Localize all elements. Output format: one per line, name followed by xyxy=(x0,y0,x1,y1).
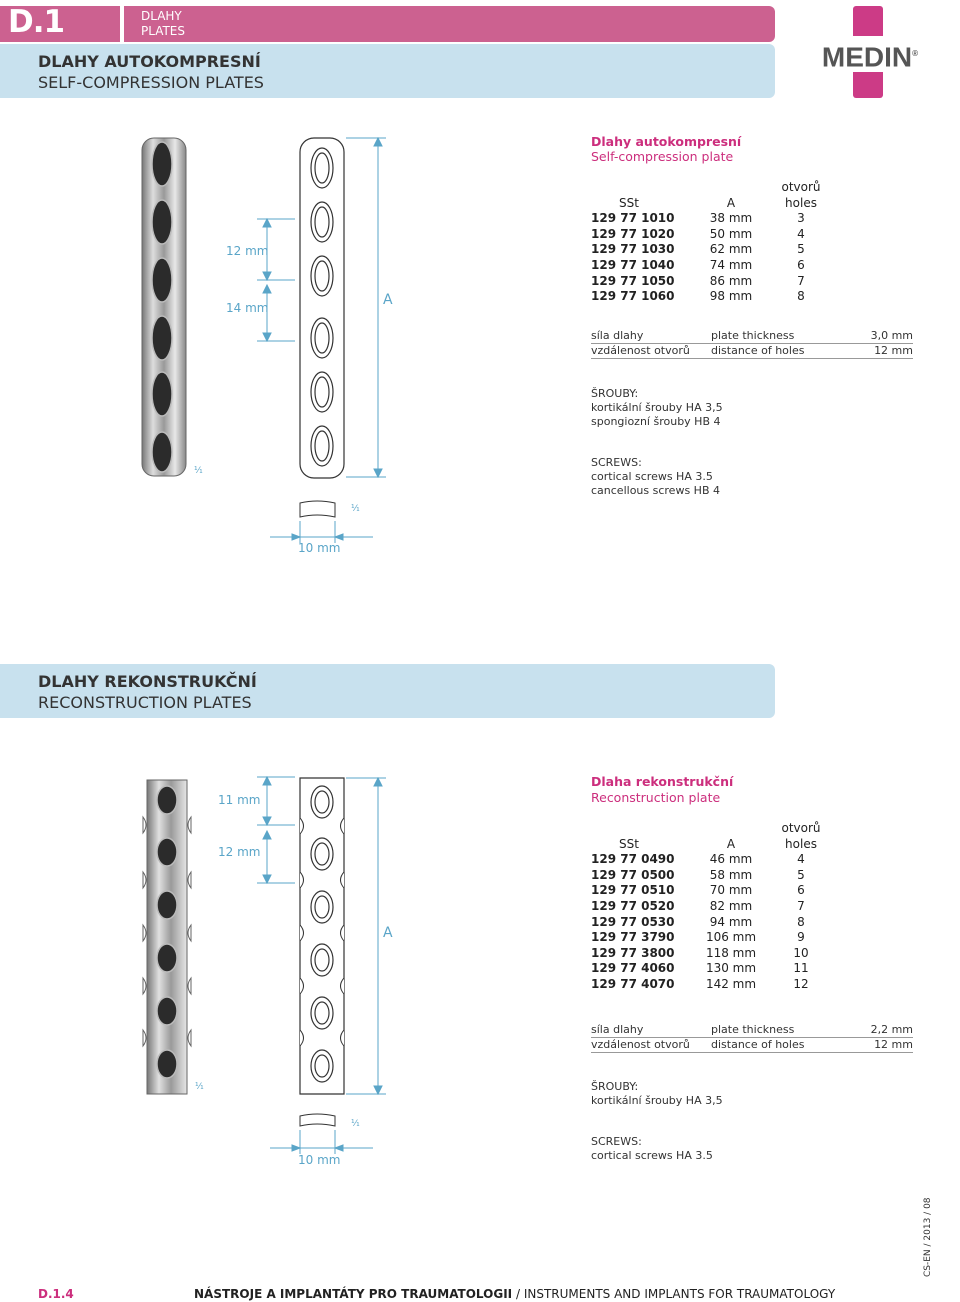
dim-width: 10 mm xyxy=(298,541,341,555)
col-sst: SSt xyxy=(619,195,639,210)
table-row: 129 77 1060 98 mm 8 xyxy=(591,289,805,304)
plate-dimension-marks xyxy=(215,135,295,350)
section2-title-cz: DLAHY REKONSTRUKČNÍ xyxy=(38,672,257,691)
header-band-pink xyxy=(0,6,775,42)
recon-dim-spacing: 12 mm xyxy=(218,845,261,859)
table-row: 129 77 4070 142 mm 12 xyxy=(591,976,809,991)
table-row: 129 77 0510 70 mm 6 xyxy=(591,883,805,898)
self-compression-plate-drawing xyxy=(290,130,390,490)
col-holes-cz: otvorů xyxy=(781,821,821,835)
header-divider xyxy=(120,6,124,42)
product-name-cz: Dlahy autokompresní xyxy=(591,134,742,149)
table-row: 129 77 3800 118 mm 10 xyxy=(591,945,809,960)
dim-end-distance: 14 mm xyxy=(226,301,269,315)
dim-hole-spacing: 12 mm xyxy=(226,244,269,258)
table-row: 129 77 4060 130 mm 11 xyxy=(591,961,809,976)
dim-length-a: A xyxy=(383,292,393,308)
table-row: 129 77 1010 38 mm 3 xyxy=(591,211,805,226)
col-holes-en: holes xyxy=(785,195,817,210)
photo-scale-1: ¹⁄₁ xyxy=(194,466,203,476)
table-row: 129 77 1020 50 mm 4 xyxy=(591,226,805,241)
edition-label: CS-EN / 2013 / 08 xyxy=(923,1197,933,1277)
recon-dim-length-a: A xyxy=(383,925,393,941)
page-number: D.1.4 xyxy=(38,1287,74,1301)
medin-logo xyxy=(820,6,920,98)
self-compression-plate-photo xyxy=(130,130,210,490)
recon-spec-list xyxy=(591,1023,913,1053)
product-name-en: Self-compression plate xyxy=(591,149,734,164)
recon-product-table xyxy=(591,821,831,993)
table-row: 129 77 1030 62 mm 5 xyxy=(591,242,805,257)
category-en: PLATES xyxy=(141,24,186,38)
spec-row: síla dlahy plate thickness 3,0 mm xyxy=(591,329,913,342)
reconstruction-plate-drawing xyxy=(290,772,390,1102)
category-cz: DLAHY xyxy=(141,9,182,23)
spec-list xyxy=(591,329,913,359)
logo-text: MEDIN® xyxy=(821,41,919,73)
page-title-en: SELF-COMPRESSION PLATES xyxy=(38,73,264,92)
table-row: 129 77 1040 74 mm 6 xyxy=(591,257,805,272)
table-row: 129 77 0520 82 mm 7 xyxy=(591,898,805,913)
recon-dim-end: 11 mm xyxy=(218,793,261,807)
spec-row: síla dlahy plate thickness 2,2 mm xyxy=(591,1023,913,1036)
table-row: 129 77 3790 106 mm 9 xyxy=(591,930,805,945)
spec-row: vzdálenost otvorů distance of holes 12 mm xyxy=(591,344,913,357)
table-row: 129 77 1050 86 mm 7 xyxy=(591,273,805,288)
screws-cz: ŠROUBY: kortikální šrouby HA 3,5 spongiozní šrouby HB 4 xyxy=(591,387,723,428)
table-row: 129 77 0500 58 mm 5 xyxy=(591,867,805,882)
recon-product-cz: Dlaha rekonstrukční xyxy=(591,774,734,789)
drawing-scale-2: ¹⁄₁ xyxy=(351,1119,360,1129)
recon-product-en: Reconstruction plate xyxy=(591,790,721,805)
col-holes-cz: otvorů xyxy=(781,180,821,194)
page-title-cz: DLAHY AUTOKOMPRESNÍ xyxy=(38,52,261,71)
recon-screws-cz: ŠROUBY: kortikální šrouby HA 3,5 xyxy=(591,1080,723,1107)
product-table xyxy=(591,180,831,305)
spec-row: vzdálenost otvorů distance of holes 12 mm xyxy=(591,1038,913,1051)
col-a: A xyxy=(726,836,736,851)
col-a: A xyxy=(726,195,736,210)
drawing-scale-1: ¹⁄₁ xyxy=(351,504,360,514)
col-sst: SSt xyxy=(619,836,639,851)
reconstruction-plate-photo xyxy=(135,772,205,1102)
photo-scale-2: ¹⁄₁ xyxy=(195,1082,204,1092)
footer-text: NÁSTROJE A IMPLANTÁTY PRO TRAUMATOLOGII / INSTRUMENTS AND IMPLANTS FOR TRAUMATOLOGY xyxy=(194,1287,836,1301)
screws-en: SCREWS: cortical screws HA 3.5 cancellous screws HB 4 xyxy=(591,456,720,497)
section2-title-en: RECONSTRUCTION PLATES xyxy=(38,693,252,712)
table-row: 129 77 0490 46 mm 4 xyxy=(591,852,805,867)
col-holes-en: holes xyxy=(785,836,817,851)
table-row: 129 77 0530 94 mm 8 xyxy=(591,914,805,929)
recon-dim-width: 10 mm xyxy=(298,1153,341,1167)
section-code: D.1 xyxy=(8,4,65,40)
recon-screws-en: SCREWS: cortical screws HA 3.5 xyxy=(591,1135,713,1162)
